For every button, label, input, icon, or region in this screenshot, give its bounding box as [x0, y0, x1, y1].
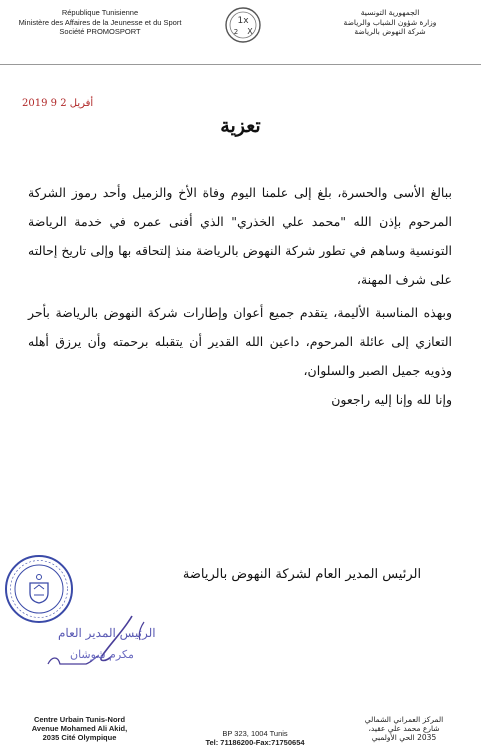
footer-address-arabic	[349, 715, 459, 742]
footer-contact	[175, 729, 335, 747]
header-french	[0, 8, 200, 37]
document-date: 2019 أفريل 2 9	[22, 98, 94, 109]
svg-text:2: 2	[233, 28, 239, 36]
body-paragraph-1: ببالغ الأسى والحسرة، بلغ إلى علمنا اليوم وفاة الأخ والزميل وأحد رموز الشركة المرحوم بإذن الله "محمد علي الخذري" الذي أفنى عمره في خدمة الرياضة التونسية وساهم في تطور شركة النهوض بالرياضة منذ إلتحاقه بها وإلى تاريخ إحالته على شرف المهنة،	[28, 185, 452, 287]
footer-right-line-2: شارع محمد علي عقيد،	[368, 724, 440, 733]
svg-text:1x: 1x	[237, 16, 249, 26]
footer-mid-line-2: Tel: 71186200-Fax:71750654	[205, 738, 305, 747]
footer-left-line-3: 2035 Cité Olympique	[42, 733, 117, 742]
header-fr-line-3: Société PROMOSPORT	[59, 27, 141, 36]
footer-right-line-3: 2035 الحي الأولمبي	[371, 733, 437, 742]
body-paragraph-2: وبهذه المناسبة الأليمة، يتقدم جميع أعوان وإطارات شركة النهوض بالرياضة بأحر التعازي إلى عائلة المرحوم، داعين الله القدير أن يتقبله برحمته وأن يرزق أهله وذويه جميل الصبر والسلوان،	[28, 305, 452, 378]
header-ar-line-1: الجمهورية التونسية	[360, 8, 420, 17]
signature-title: الرئيس المدير العام لشركة النهوض بالرياضة	[182, 567, 422, 582]
body-paragraph-3: وإنا لله وإنا إليه راجعون	[331, 392, 452, 407]
document-body	[28, 178, 452, 414]
footer-right-line-1: المركز العمراني الشمالي	[364, 715, 444, 724]
header-ar-line-3: شركة النهوض بالرياضة	[354, 27, 426, 36]
header-fr-line-1: République Tunisienne	[61, 8, 139, 17]
footer-left-line-2: Avenue Mohamed Ali Akid,	[31, 724, 128, 733]
handwritten-signature	[40, 612, 170, 674]
header-ar-line-2: وزارة شؤون الشباب والرياضة	[343, 17, 437, 27]
document-title: تعزية	[220, 115, 261, 137]
header-divider	[0, 64, 481, 65]
stamp-title: الرئيس المدير العام	[58, 626, 156, 640]
footer-address-french	[22, 715, 137, 742]
header-arabic	[305, 8, 475, 37]
promosport-logo-icon	[222, 4, 264, 46]
footer-mid-line-1: BP 323, 1004 Tunis	[222, 729, 288, 738]
header-fr-line-2: Ministère des Affaires de la Jeunesse et du Sport	[18, 17, 182, 27]
svg-text:X: X	[247, 27, 253, 36]
stamp-name: مكرم شوشان	[70, 648, 134, 661]
footer-left-line-1: Centre Urbain Tunis-Nord	[33, 715, 126, 724]
